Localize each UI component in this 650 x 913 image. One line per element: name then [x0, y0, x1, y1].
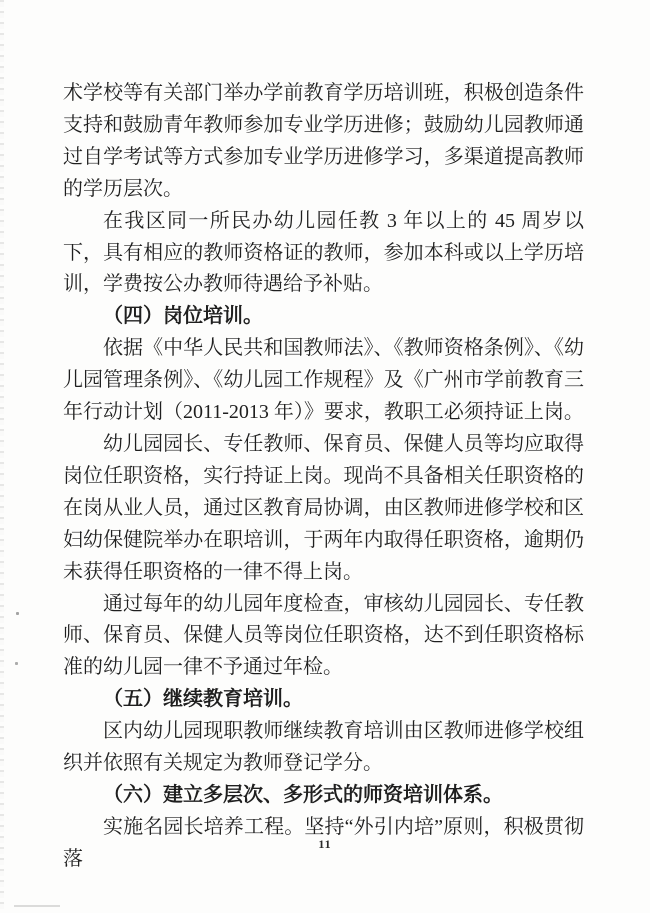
document-body: [63, 78, 584, 876]
scan-artifact-smudge: [14, 905, 60, 907]
scan-artifact-speck: [15, 662, 18, 665]
paragraph-tuition-subsidy: 在我区同一所民办幼儿园任教 3 年以上的 45 周岁以下，具有相应的教师资格证的教师，参加本科或以上学历培训，学费按公办教师待遇给予补贴。: [63, 209, 584, 296]
paragraph-continuing-education-credits: 区内幼儿园现职教师继续教育培训由区教师进修学校组织并依照有关规定为教师登记学分。: [63, 720, 584, 775]
heading-section-5-continuing-education: （五）继续教育培训。: [103, 688, 303, 711]
paragraph-degree-training-continuation: 术学校等有关部门举办学前教育学历培训班，积极创造条件支持和鼓励青年教师参加专业学历进修；鼓励幼儿园教师通过自学考试等方式参加专业学历进修学习，多渠道提高教师的学历层次。: [63, 82, 584, 200]
heading-section-6-training-system: （六）建立多层次、多形式的师资培训体系。: [103, 783, 503, 806]
paragraph-qualification-rules: 幼儿园园长、专任教师、保育员、保健人员等均应取得岗位任职资格，实行持证上岗。现尚不具备相关任职资格的在岗从业人员，通过区教育局协调，由区教师进修学校和区妇幼保健院举办在职培训，于两年内取得任职资格，逾期仍未获得任职资格的一律不得上岗。: [63, 432, 584, 583]
heading-section-4-post-training: （四）岗位培训。: [103, 305, 263, 328]
scan-artifact-speck: [16, 612, 19, 615]
paragraph-principal-cultivation: 实施名园长培养工程。坚持“外引内培”原则，积极贯彻落: [63, 815, 584, 870]
page-number: 11: [318, 837, 332, 851]
paragraph-annual-inspection: 通过每年的幼儿园年度检查，审核幼儿园园长、专任教师、保育员、保健人员等岗位任职资格，达不到任职资格标准的幼儿园一律不予通过年检。: [63, 592, 584, 679]
scan-artifact-left-edge: [0, 0, 4, 913]
paragraph-certification-requirements: 依据《中华人民共和国教师法》、《教师资格条例》、《幼儿园管理条例》、《幼儿园工作规程》及《广州市学前教育三年行动计划（2011-2013 年）》要求，教职工必须持证上岗。: [63, 337, 584, 424]
